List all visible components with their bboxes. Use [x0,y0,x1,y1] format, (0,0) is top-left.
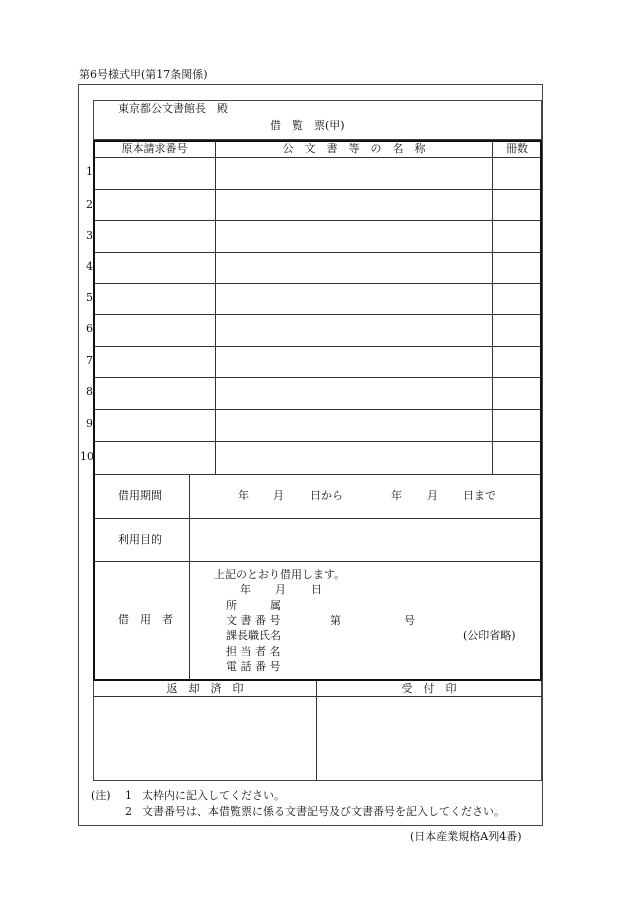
paper-size-note: (日本産業規格A列4番) [410,830,522,843]
borrower-day: 日 [311,583,322,596]
form-title: 借 覧 票(甲) [270,119,345,132]
label-col-divider [189,475,190,680]
col-header-volumes: 冊数 [506,142,528,155]
note-1-number: 1 [125,789,132,802]
received-stamp-label: 受 付 印 [401,682,457,695]
dept-label: 所 属 [226,599,281,612]
notes-prefix: (注) [91,789,111,802]
borrower-month: 月 [275,583,286,596]
doc-number-go: 号 [404,614,415,627]
purpose-label: 利用目的 [118,533,162,546]
row-number: 4 [86,260,93,273]
period-year-from: 年 [238,489,249,502]
period-from: 日から [310,489,343,502]
seal-omitted-note: (公印省略) [463,629,516,642]
period-until: 日まで [463,489,496,502]
row-number: 10 [80,450,94,463]
row-number: 7 [86,354,93,367]
doc-number-dai: 第 [330,614,341,627]
period-label: 借用期間 [118,489,162,502]
period-month-until: 月 [427,489,438,502]
doc-number-label: 文 書 番 号 [226,614,281,627]
row-number: 2 [86,198,93,211]
person-label: 担 当 者 名 [226,645,281,658]
return-stamp-label: 返 却 済 印 [166,682,244,695]
borrower-label: 借 用 者 [118,613,173,626]
col-header-request-no: 原本請求番号 [121,142,188,155]
main-frame [93,140,542,681]
period-year-until: 年 [391,489,402,502]
row-number: 1 [86,165,93,178]
form-id: 第6号様式甲(第17条関係) [79,68,208,81]
borrower-intro: 上記のとおり借用します。 [214,568,346,581]
borrower-year: 年 [240,583,251,596]
row-number: 6 [86,322,93,335]
note-2-number: 2 [125,805,132,818]
stamp-divider [316,681,317,781]
period-month-from: 月 [273,489,284,502]
chief-name-label: 課長職氏名 [226,629,281,642]
row-number: 3 [86,229,93,242]
note-1: 太枠内に記入してください。 [142,789,285,802]
col-divider-name [215,141,216,475]
col-header-doc-name: 公 文 書 等 の 名 称 [282,142,426,155]
col-divider-volumes [492,141,493,475]
note-2: 文書番号は、本借覧票に係る文書記号及び文書番号を記入してください。 [142,805,505,818]
row-number: 9 [86,417,93,430]
phone-label: 電 話 番 号 [226,660,281,673]
row-number: 5 [86,291,93,304]
addressee: 東京都公文書館長 殿 [118,102,228,115]
row-number: 8 [86,385,93,398]
